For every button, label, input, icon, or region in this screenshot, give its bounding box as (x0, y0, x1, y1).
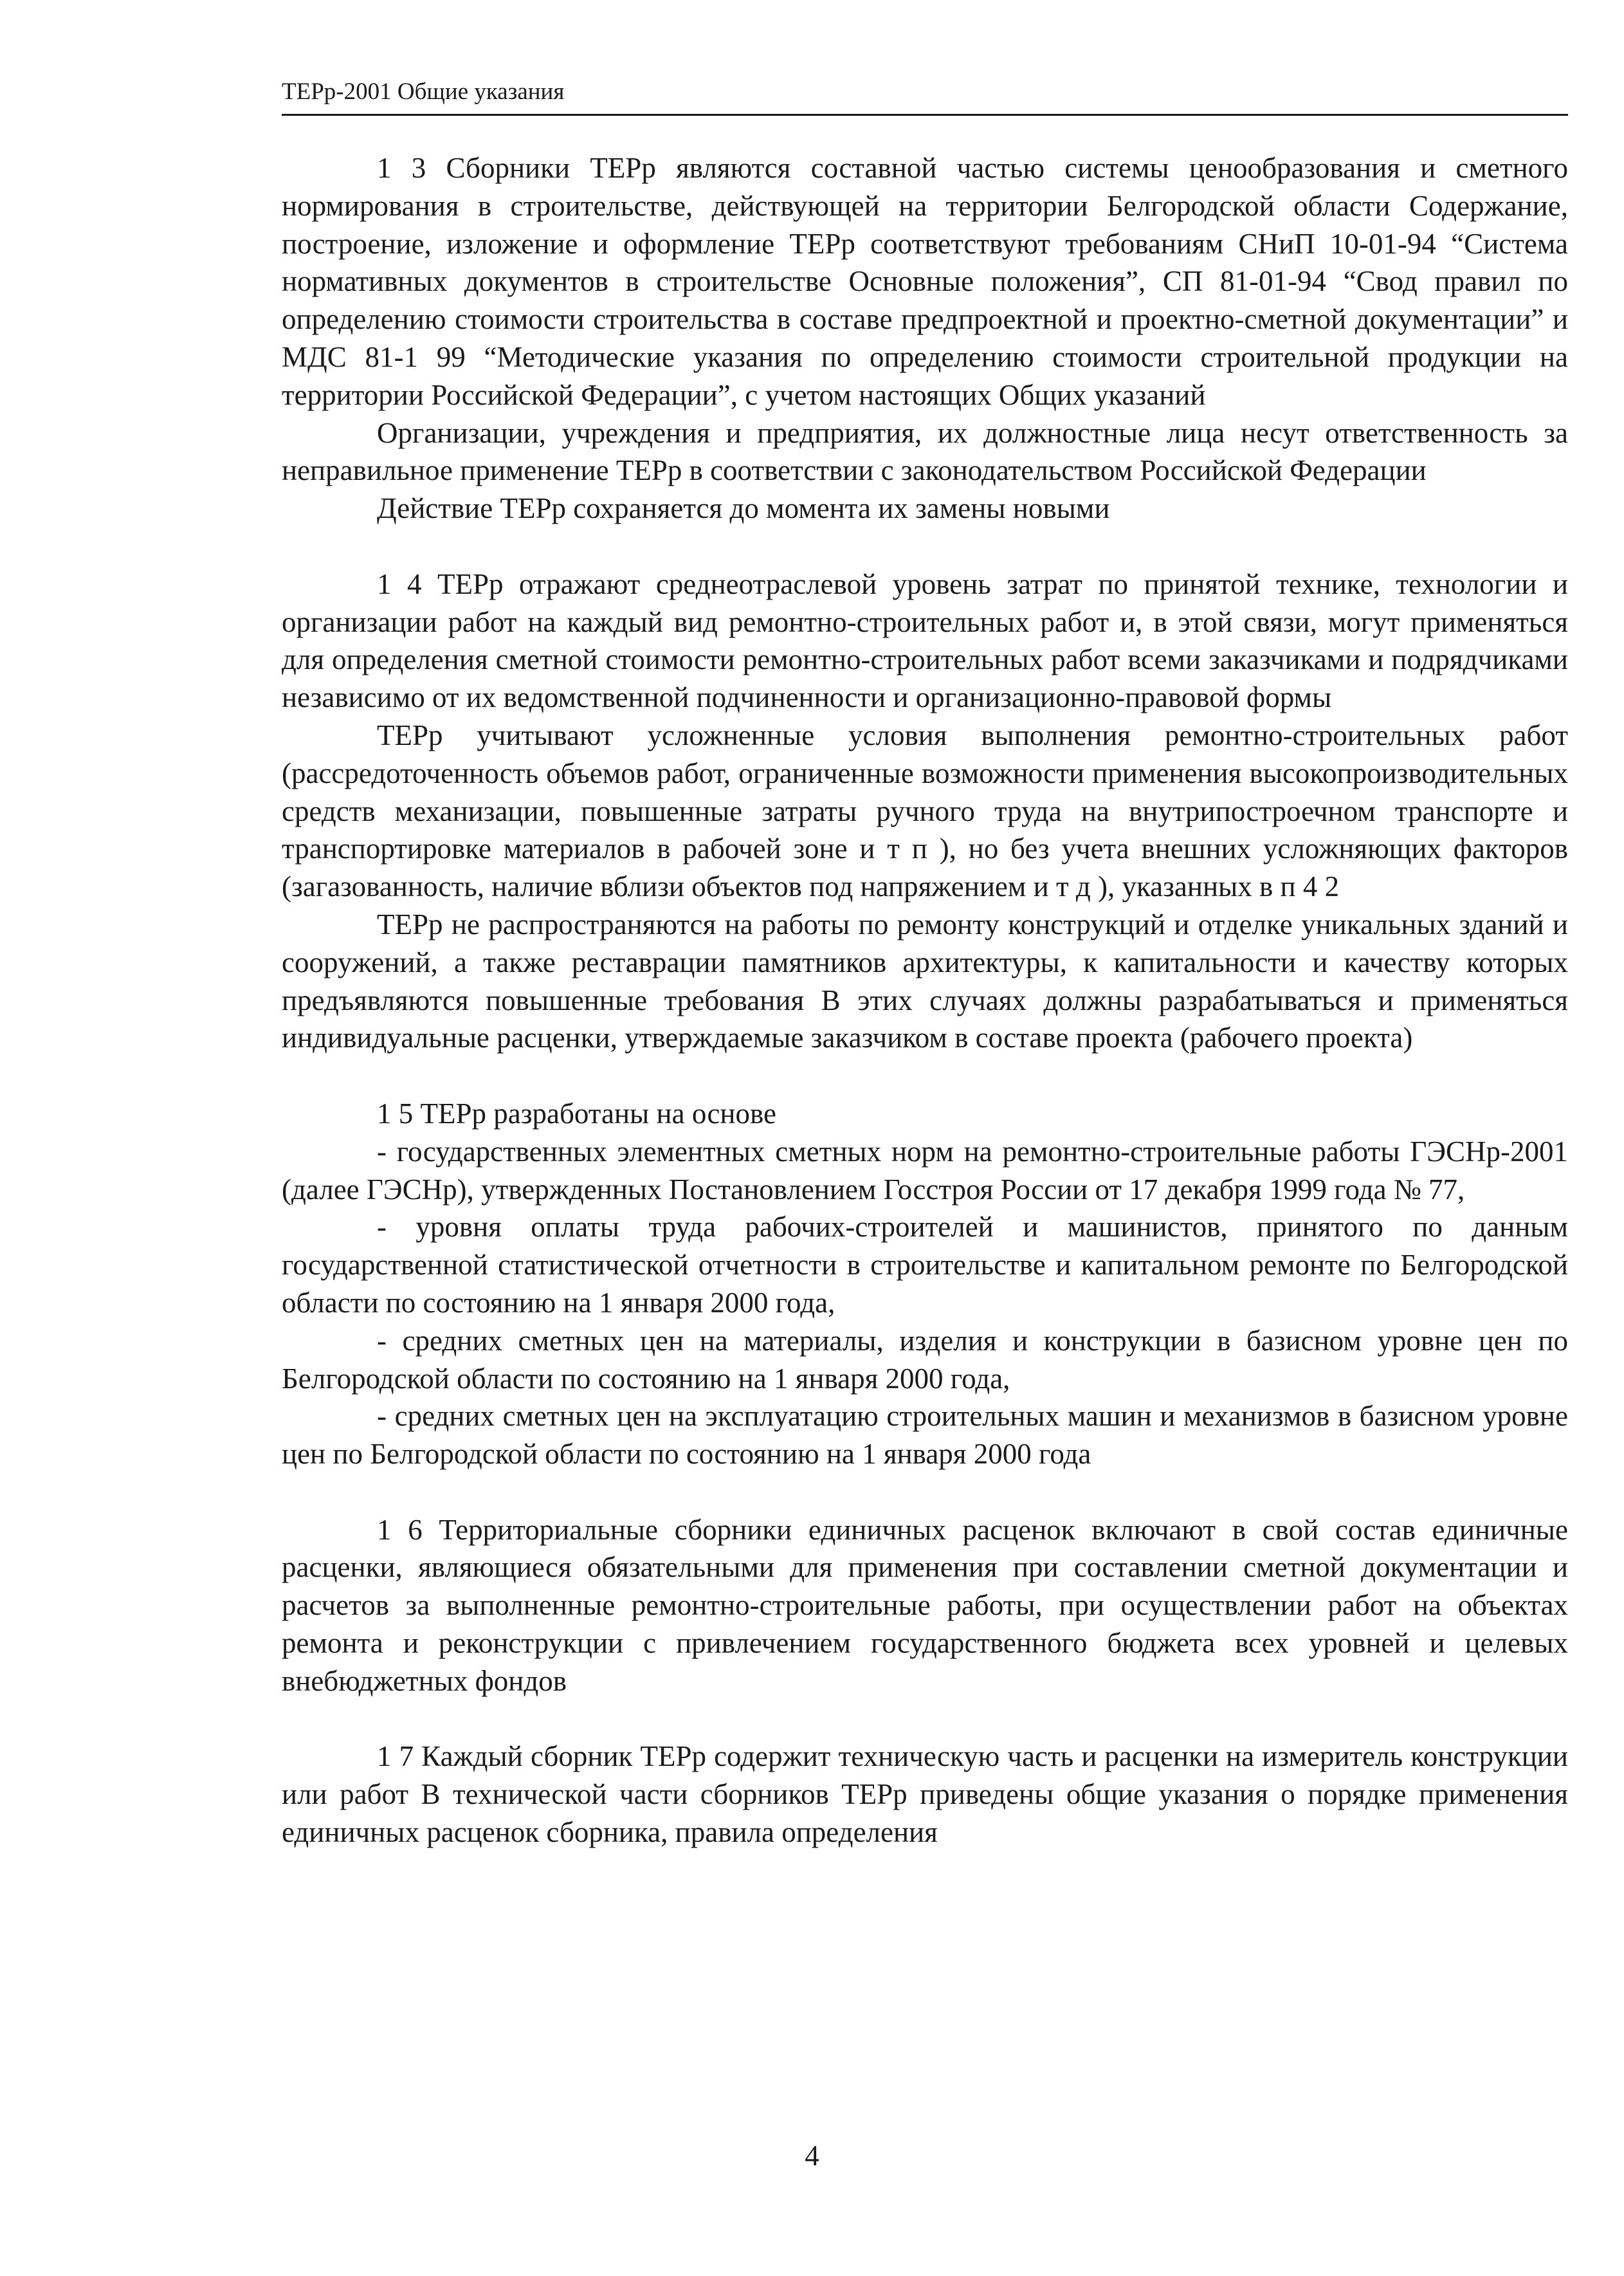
page-number: 4 (805, 2140, 819, 2172)
paragraph-exclusions: ТЕРр не распространяются на работы по ремонту конструкций и отделке уникальных зданий и сооружений, а также реставрации памятников архитектуры, к капитальности и качеству которых предъявляются повышенные требования В этих случаях должны разрабатываться и применяться индивидуальные расценки, утверждаемые заказчиком в составе проекта (рабочего проекта) (282, 908, 1568, 1054)
list-item-machine-prices: - средних сметных цен на эксплуатацию строительных машин и механизмов в базисном уровне цен по Белгородской области по состоянию на 1 января 2000 года (282, 1400, 1568, 1471)
list-item-gesnr: - государственных элементных сметных норм на ремонтно-строительные работы ГЭСНр-2001 (далее ГЭСНр), утвержденных Постановлением Госстроя России от 17 декабря 1999 года № 77, (282, 1135, 1568, 1206)
list-item-wages: - уровня оплаты труда рабочих-строителей и машинистов, принятого по данным государственной статистической отчетности в строительстве и капитальном ремонте по Белгородской области по состоянию на 1 января 2000 года, (282, 1211, 1568, 1319)
header-divider (282, 114, 1568, 116)
paragraph-validity: Действие ТЕРр сохраняется до момента их замены новыми (377, 492, 1110, 525)
paragraph-1-3: 1 3 Сборники ТЕРр являются составной частью системы ценообразования и сметного нормирования в строительстве, действующей на территории Белгородской области Содержание, построение, изложение и оформление ТЕРр соответствуют требованиям СНиП 10-01-94 “Система нормативных документов в строительстве Основные положения”, СП 81-01-94 “Свод правил по определению стоимости строительства в составе предпроектной и проектно-сметной документации” и МДС 81-1 99 “Методические указания по определению стоимости строительной продукции на территории Российской Федерации”, с учетом настоящих Общих указаний (282, 152, 1568, 411)
paragraph-1-6: 1 6 Территориальные сборники единичных расценок включают в свой состав единичные расценки, являющиеся обязательными для применения при составлении сметной документации и расчетов за выполненные ремонтно-строительные работы, при осуществлении работ на объектах ремонта и реконструкции с привлечением государственного бюджета всех уровней и целевых внебюджетных фондов (282, 1513, 1568, 1697)
paragraph-1-4: 1 4 ТЕРр отражают среднеотраслевой уровень затрат по принятой технике, технологии и организации работ на каждый вид ремонтно-строительных работ и, в этой связи, могут применяться для определения сметной стоимости ремонтно-строительных работ всеми заказчиками и подрядчиками независимо от их ведомственной подчиненности и организационно-правовой формы (282, 567, 1568, 714)
paragraph-1-7: 1 7 Каждый сборник ТЕРр содержит техническую часть и расценки на измеритель конструкции или работ В технической части сборников ТЕРр приведены общие указания о порядке применения единичных расценок сборника, правила определения (282, 1740, 1568, 1849)
paragraph-complicated-conditions: ТЕРр учитывают усложненные условия выполнения ремонтно-строительных работ (рассредоточенность объемов работ, ограниченные возможности применения высокопроизводительных средств механизации, повышенные затраты ручного труда на внутрипостроечном транспорте и транспортировке материалов в рабочей зоне и т п ), но без учета внешних усложняющих факторов (загазованность, наличие вблизи объектов под напряжением и т д ), указанных в п 4 2 (282, 719, 1568, 903)
document-body (282, 149, 1568, 1851)
paragraph-responsibility: Организации, учреждения и предприятия, их должностные лица несут ответственность за неправильное применение ТЕРр в соответствии с законодательством Российской Федерации (282, 416, 1568, 487)
running-header: ТЕРр-2001 Общие указания (282, 78, 565, 105)
list-item-material-prices: - средних сметных цен на материалы, изделия и конструкции в базисном уровне цен по Белгородской области по состоянию на 1 января 2000 года, (282, 1324, 1568, 1395)
paragraph-1-5: 1 5 ТЕРр разработаны на основе (377, 1097, 776, 1130)
